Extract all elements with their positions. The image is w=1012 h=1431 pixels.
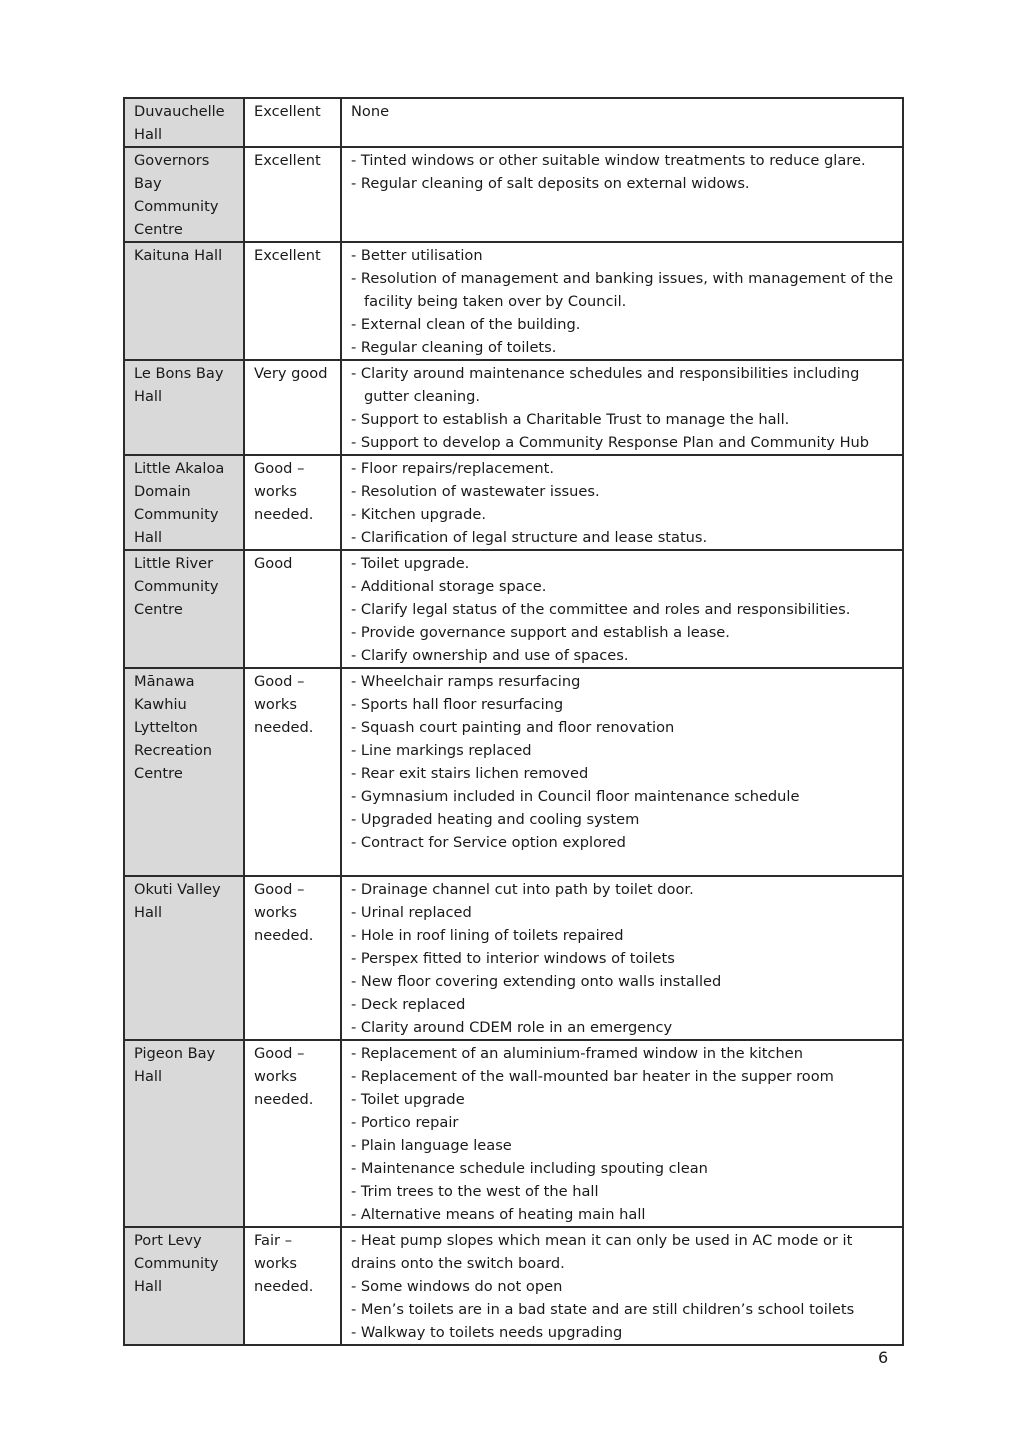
recommendation-item: - Toilet upgrade	[351, 1091, 465, 1108]
recommendation-item: - Floor repairs/replacement.	[351, 460, 555, 477]
recommendation-item: None	[351, 103, 390, 120]
recommendation-item: - New floor covering extending onto walls installed	[351, 973, 722, 990]
recommendation-item: - Squash court painting and floor renovation	[351, 719, 675, 736]
recommendations-cell	[341, 242, 903, 360]
hall-name-cell	[124, 455, 244, 550]
recommendation-item: - Men’s toilets are in a bad state and are still children’s school toilets	[351, 1301, 855, 1318]
condition-rating-cell	[244, 98, 341, 147]
recommendation-item: - Replacement of the wall-mounted bar heater in the supper room	[351, 1068, 834, 1085]
recommendation-item: - Support to establish a Charitable Trust to manage the hall.	[351, 411, 790, 428]
recommendations-cell	[341, 98, 903, 147]
hall-name-cell	[124, 550, 244, 668]
condition-rating-cell	[244, 1227, 341, 1345]
recommendations-cell	[341, 668, 903, 876]
hall-name: Pigeon Bay Hall	[134, 1045, 216, 1085]
recommendation-item: - Plain language lease	[351, 1137, 512, 1154]
recommendations-cell	[341, 1227, 903, 1345]
recommendation-item: - Better utilisation	[351, 247, 483, 264]
condition-rating-cell	[244, 455, 341, 550]
condition-rating: Excellent	[254, 152, 321, 169]
recommendations-cell	[341, 455, 903, 550]
condition-rating-cell	[244, 550, 341, 668]
table-row	[124, 550, 903, 668]
condition-rating: Good – works needed.	[254, 881, 314, 944]
condition-rating: Good – works needed.	[254, 1045, 314, 1108]
table-row	[124, 147, 903, 242]
hall-name-cell	[124, 242, 244, 360]
recommendation-item: - Support to develop a Community Response Plan and Community Hub	[351, 434, 870, 451]
recommendation-item: - Perspex fitted to interior windows of toilets	[351, 950, 675, 967]
hall-name: Governors Bay Community Centre	[134, 152, 219, 238]
page-number: 6	[878, 1348, 889, 1367]
recommendation-item: - Tinted windows or other suitable window treatments to reduce glare.	[351, 152, 866, 169]
condition-rating: Good	[254, 555, 293, 572]
recommendation-item: - Upgraded heating and cooling system	[351, 811, 640, 828]
recommendation-item: - Clarification of legal structure and lease status.	[351, 529, 708, 546]
recommendation-item: - Resolution of wastewater issues.	[351, 483, 600, 500]
recommendation-item: - Provide governance support and establish a lease.	[351, 624, 730, 641]
table-row	[124, 668, 903, 876]
halls-table	[123, 97, 904, 1346]
condition-rating-cell	[244, 876, 341, 1040]
condition-rating-cell	[244, 147, 341, 242]
table-row	[124, 455, 903, 550]
hall-name-cell	[124, 876, 244, 1040]
recommendations-cell	[341, 1040, 903, 1227]
recommendation-item: - Sports hall floor resurfacing	[351, 696, 564, 713]
recommendations-list	[351, 100, 894, 123]
recommendations-list	[351, 1229, 894, 1344]
hall-name: Port Levy Community Hall	[134, 1232, 219, 1295]
table-row	[124, 1227, 903, 1345]
recommendation-item: - Resolution of management and banking issues, with management of the facility being taken over by Council.	[351, 270, 894, 310]
hall-name-cell	[124, 1040, 244, 1227]
condition-rating-cell	[244, 242, 341, 360]
recommendations-list	[351, 670, 894, 854]
recommendations-cell	[341, 550, 903, 668]
hall-name: Mānawa Kawhiu Lyttelton Recreation Centre	[134, 673, 213, 782]
recommendations-list	[351, 878, 894, 1039]
recommendation-item: - Wheelchair ramps resurfacing	[351, 673, 581, 690]
recommendation-item: - Contract for Service option explored	[351, 834, 626, 851]
recommendation-item: - Gymnasium included in Council floor maintenance schedule	[351, 788, 800, 805]
recommendation-item: - Kitchen upgrade.	[351, 506, 486, 523]
condition-rating-cell	[244, 668, 341, 876]
recommendation-item: - Additional storage space.	[351, 578, 547, 595]
recommendation-item: - Some windows do not open	[351, 1278, 563, 1295]
recommendations-list	[351, 552, 894, 667]
recommendations-list	[351, 1042, 894, 1226]
recommendation-item: - Regular cleaning of salt deposits on external widows.	[351, 175, 750, 192]
condition-rating: Good – works needed.	[254, 460, 314, 523]
recommendation-item: - Drainage channel cut into path by toilet door.	[351, 881, 694, 898]
recommendation-item: - Clarity around CDEM role in an emergency	[351, 1019, 673, 1036]
recommendation-item: - Rear exit stairs lichen removed	[351, 765, 589, 782]
hall-name: Okuti Valley Hall	[134, 881, 221, 921]
recommendation-item: - Toilet upgrade.	[351, 555, 470, 572]
hall-name: Kaituna Hall	[134, 247, 223, 264]
hall-name: Little River Community Centre	[134, 555, 219, 618]
recommendation-item: - Line markings replaced	[351, 742, 532, 759]
recommendation-item: - External clean of the building.	[351, 316, 581, 333]
hall-name-cell	[124, 1227, 244, 1345]
recommendations-list	[351, 149, 894, 195]
hall-name-cell	[124, 98, 244, 147]
recommendations-cell	[341, 360, 903, 455]
condition-rating: Very good	[254, 365, 328, 382]
hall-name: Little Akaloa Domain Community Hall	[134, 460, 225, 546]
recommendation-item: - Urinal replaced	[351, 904, 472, 921]
recommendations-list	[351, 457, 894, 549]
recommendation-item: - Maintenance schedule including spouting clean	[351, 1160, 708, 1177]
recommendation-item: - Deck replaced	[351, 996, 466, 1013]
recommendation-item: - Hole in roof lining of toilets repaired	[351, 927, 624, 944]
table-row	[124, 876, 903, 1040]
condition-rating-cell	[244, 360, 341, 455]
recommendation-item: - Walkway to toilets needs upgrading	[351, 1324, 623, 1341]
recommendations-list	[351, 362, 894, 454]
hall-name: Duvauchelle Hall	[134, 103, 225, 143]
recommendations-cell	[341, 147, 903, 242]
table-row	[124, 242, 903, 360]
table-row	[124, 98, 903, 147]
condition-rating-cell	[244, 1040, 341, 1227]
recommendations-list	[351, 244, 894, 359]
condition-rating: Fair – works needed.	[254, 1232, 314, 1295]
hall-name-cell	[124, 668, 244, 876]
recommendation-item: - Trim trees to the west of the hall	[351, 1183, 599, 1200]
recommendation-item: - Clarify legal status of the committee and roles and responsibilities.	[351, 601, 851, 618]
recommendations-cell	[341, 876, 903, 1040]
recommendation-item: - Heat pump slopes which mean it can only be used in AC mode or it drains onto the switch board.	[351, 1232, 853, 1272]
table-row	[124, 1040, 903, 1227]
condition-rating: Excellent	[254, 247, 321, 264]
hall-name: Le Bons Bay Hall	[134, 365, 224, 405]
recommendation-item: - Clarity around maintenance schedules and responsibilities including gutter cleaning.	[351, 365, 860, 405]
halls-table-body	[124, 98, 903, 1345]
recommendation-item: - Alternative means of heating main hall	[351, 1206, 646, 1223]
recommendation-item: - Clarify ownership and use of spaces.	[351, 647, 629, 664]
hall-name-cell	[124, 147, 244, 242]
condition-rating: Excellent	[254, 103, 321, 120]
hall-name-cell	[124, 360, 244, 455]
recommendation-item: - Regular cleaning of toilets.	[351, 339, 557, 356]
condition-rating: Good – works needed.	[254, 673, 314, 736]
recommendation-item: - Portico repair	[351, 1114, 459, 1131]
table-row	[124, 360, 903, 455]
recommendation-item: - Replacement of an aluminium-framed window in the kitchen	[351, 1045, 803, 1062]
